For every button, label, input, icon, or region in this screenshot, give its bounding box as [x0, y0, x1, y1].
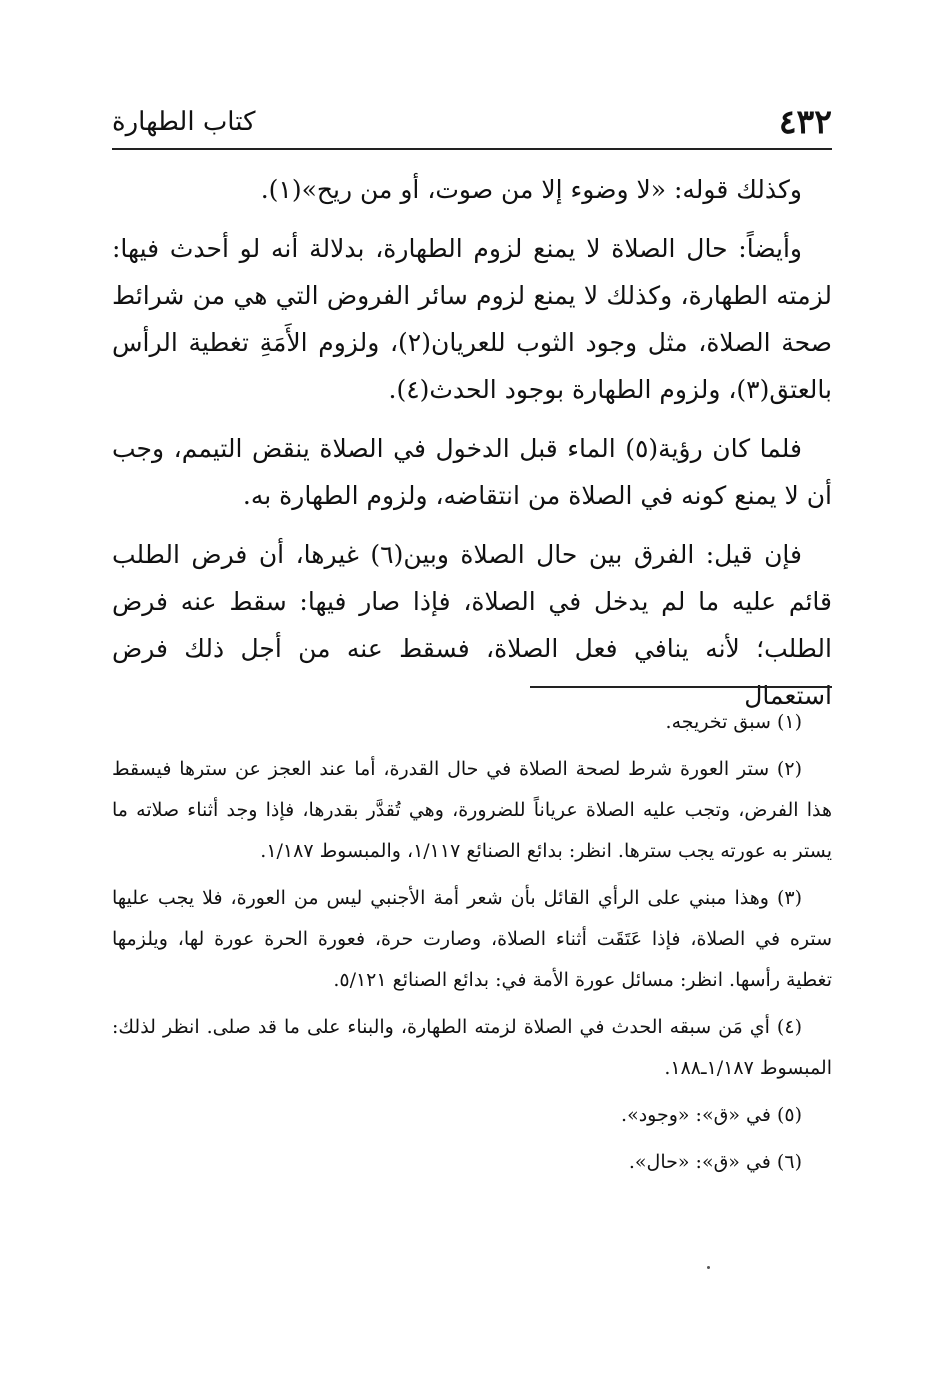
footnote: (٣) وهذا مبني على الرأي القائل بأن شعر أمة الأجنبي ليس من العورة، فلا يجب عليها ستره في الصلاة، فإذا عَتَقَت أثناء الصلاة، وصارت حرة، فعورة الحرة عورة لها، ويلزمها تغطية رأسها. انظر: مسائل عورة الأمة في: بدائع الصنائع ٥/١٢١.	[112, 887, 832, 991]
body-paragraph: وكذلك قوله: «لا وضوء إلا من صوت، أو من ريح»(١).	[260, 175, 802, 204]
footnote: (٤) أي مَن سبقه الحدث في الصلاة لزمته الطهارة، والبناء على ما قد صلى. انظر لذلك: المبسوط ١/١٨٧ـ١٨٨.	[112, 1016, 832, 1079]
footnote: (٥) في «ق»: «وجود».	[621, 1104, 802, 1126]
body-paragraph: فإن قيل: الفرق بين حال الصلاة وبين(٦) غيرها، أن فرض الطلب قائم عليه ما لم يدخل في الصلاة، فإذا صار فيها: سقط عنه فرض الطلب؛ لأنه ينافي فعل الصلاة، فسقط عنه من أجل ذلك فرض استعمال	[112, 540, 832, 710]
footnote-separator	[530, 686, 832, 688]
footnote: (٦) في «ق»: «حال».	[628, 1151, 802, 1173]
main-text	[112, 166, 832, 731]
page-header	[112, 96, 832, 148]
body-paragraph: فلما كان رؤية(٥) الماء قبل الدخول في الصلاة ينقض التيمم، وجب أن لا يمنع كونه في الصلاة من انتقاضه، ولزوم الطهارة به.	[112, 434, 832, 510]
footnotes	[112, 702, 832, 1189]
footnote: (١) سبق تخريجه.	[665, 711, 802, 733]
body-paragraph: وأيضاً: حال الصلاة لا يمنع لزوم الطهارة، بدلالة أنه لو أحدث فيها: لزمته الطهارة، وكذلك لا يمنع لزوم سائر الفروض التي هي من شرائط صحة الصلاة، مثل وجود الثوب للعريان(٢)، ولزوم الأَمَةِ تغطية الرأس بالعتق(٣)، ولزوم الطهارة بوجود الحدث(٤).	[112, 234, 833, 404]
footnote: (٢) ستر العورة شرط لصحة الصلاة في حال القدرة، أما عند العجز عن سترها فيسقط هذا الفرض، وتجب عليه الصلاة عرياناً للضرورة، وهي تُقدَّر بقدرها، فإذا وجد أثناء صلاته ما يستر به عورته يجب سترها. انظر: بدائع الصنائع ١/١١٧، والمبسوط ١/١٨٧.	[112, 758, 832, 862]
page-number: ٤٣٢	[778, 102, 832, 141]
running-title: كتاب الطهارة	[112, 107, 256, 137]
scan-speck	[707, 1266, 710, 1269]
header-rule	[112, 148, 832, 150]
